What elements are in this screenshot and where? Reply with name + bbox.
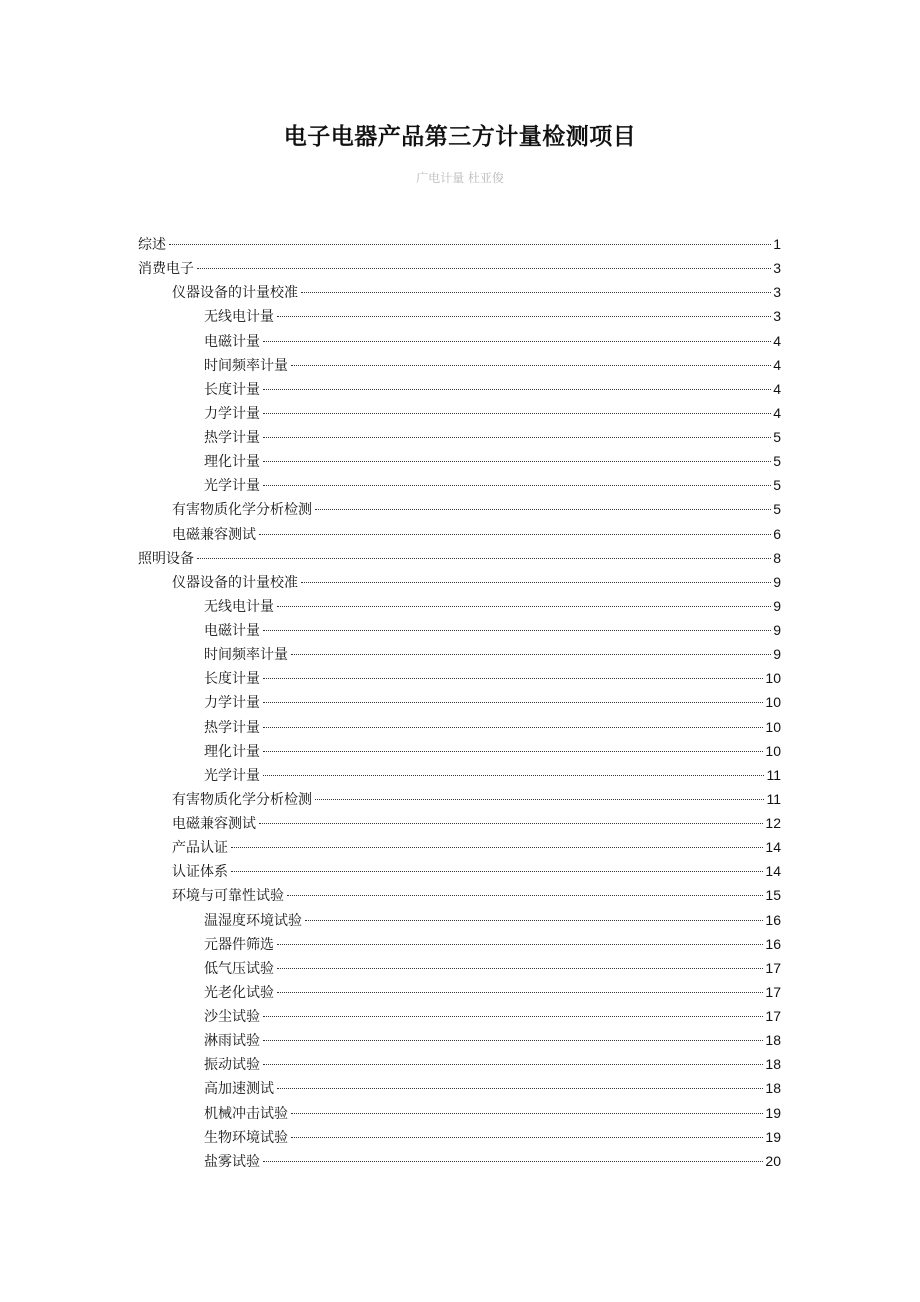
toc-entry-page-number: 16: [765, 935, 781, 952]
toc-entry-label: 时间频率计量: [204, 647, 288, 664]
toc-entry-label: 力学计量: [204, 695, 260, 712]
toc-entry-label: 电磁计量: [204, 623, 260, 639]
toc-entry-page-number: 18: [765, 1080, 781, 1097]
toc-dot-leader: [277, 992, 763, 993]
toc-entry-page-number: 9: [773, 573, 781, 590]
toc-entry-label: 盐雾试验: [204, 1153, 260, 1170]
document-author: 广电计量 杜亚俊: [416, 171, 504, 185]
toc-entry-page-number: 10: [765, 670, 781, 687]
toc-entry-page-number: 4: [773, 404, 781, 421]
toc-entry-label: 时间频率计量: [204, 357, 288, 374]
toc-entry[interactable]: [138, 1101, 781, 1125]
toc-entry-page-number: 17: [765, 1008, 781, 1024]
toc-entry-page-number: 19: [765, 1104, 781, 1121]
toc-entry[interactable]: [138, 908, 781, 932]
toc-entry[interactable]: [138, 835, 781, 859]
toc-entry-page-number: 6: [773, 525, 781, 542]
toc-entry-label: 无线电计量: [204, 309, 274, 326]
toc-entry-label: 振动试验: [204, 1057, 260, 1074]
toc-entry[interactable]: [138, 956, 781, 980]
toc-entry-page-number: 10: [765, 742, 781, 759]
toc-entry-page-number: 15: [765, 887, 781, 904]
toc-entry-page-number: 12: [765, 815, 781, 831]
toc-dot-leader: [263, 437, 771, 438]
toc-entry[interactable]: [138, 353, 781, 377]
toc-dot-leader: [315, 799, 764, 800]
toc-entry-page-number: 18: [765, 1032, 781, 1049]
toc-entry[interactable]: [138, 497, 781, 521]
toc-entry[interactable]: [138, 232, 781, 256]
toc-entry-page-number: 10: [765, 694, 781, 711]
toc-entry-label: 机械冲击试验: [204, 1105, 288, 1122]
toc-dot-leader: [263, 1064, 763, 1065]
toc-dot-leader: [287, 895, 763, 896]
toc-entry-label: 淋雨试验: [204, 1033, 260, 1050]
toc-entry[interactable]: [138, 522, 781, 546]
toc-entry-label: 综述: [138, 237, 166, 253]
toc-dot-leader: [315, 509, 771, 510]
toc-entry-page-number: 9: [773, 597, 781, 614]
toc-entry[interactable]: [138, 1076, 781, 1100]
toc-dot-leader: [291, 365, 771, 366]
toc-entry[interactable]: [138, 280, 781, 304]
toc-dot-leader: [263, 341, 771, 342]
toc-entry[interactable]: [138, 1125, 781, 1149]
toc-entry-page-number: 4: [773, 356, 781, 373]
toc-entry-page-number: 9: [773, 646, 781, 663]
toc-dot-leader: [263, 1161, 763, 1162]
table-of-contents: [138, 232, 781, 1173]
toc-entry[interactable]: [138, 618, 781, 642]
toc-entry-label: 沙尘试验: [204, 1009, 260, 1025]
toc-dot-leader: [277, 1088, 763, 1089]
toc-entry-page-number: 5: [773, 453, 781, 470]
toc-entry-label: 电磁兼容测试: [172, 526, 256, 543]
toc-entry-page-number: 3: [773, 260, 781, 277]
toc-dot-leader: [301, 292, 771, 293]
toc-entry[interactable]: [138, 594, 781, 618]
toc-entry-page-number: 4: [773, 380, 781, 397]
toc-entry-page-number: 3: [773, 284, 781, 301]
toc-dot-leader: [301, 582, 771, 583]
toc-dot-leader: [231, 871, 763, 872]
toc-entry-page-number: 16: [765, 911, 781, 928]
toc-entry-label: 照明设备: [138, 550, 194, 567]
toc-dot-leader: [263, 702, 763, 703]
toc-entry-page-number: 5: [773, 429, 781, 445]
toc-entry-label: 低气压试验: [204, 960, 274, 977]
toc-entry[interactable]: [138, 1028, 781, 1052]
toc-entry-page-number: 19: [765, 1128, 781, 1145]
toc-entry-page-number: 1: [773, 236, 781, 252]
toc-entry[interactable]: [138, 1149, 781, 1173]
toc-entry[interactable]: [138, 739, 781, 763]
toc-dot-leader: [291, 1113, 763, 1114]
toc-entry-label: 无线电计量: [204, 598, 274, 615]
toc-entry[interactable]: [138, 642, 781, 666]
toc-dot-leader: [263, 485, 771, 486]
toc-entry[interactable]: [138, 883, 781, 907]
toc-entry-label: 理化计量: [204, 743, 260, 760]
toc-entry[interactable]: [138, 980, 781, 1004]
toc-entry-label: 生物环境试验: [204, 1129, 288, 1146]
toc-entry-label: 光学计量: [204, 767, 260, 784]
toc-entry-page-number: 11: [766, 790, 781, 807]
toc-entry-label: 电磁计量: [204, 333, 260, 350]
toc-entry[interactable]: [138, 1052, 781, 1076]
toc-entry-page-number: 5: [773, 501, 781, 518]
toc-entry[interactable]: [138, 256, 781, 280]
toc-entry[interactable]: [138, 932, 781, 956]
toc-entry-label: 高加速测试: [204, 1081, 274, 1098]
toc-entry[interactable]: [138, 546, 781, 570]
toc-dot-leader: [197, 268, 771, 269]
toc-dot-leader: [263, 389, 771, 390]
toc-dot-leader: [263, 678, 763, 679]
toc-dot-leader: [197, 558, 771, 559]
toc-dot-leader: [231, 847, 763, 848]
toc-entry-label: 光学计量: [204, 478, 260, 495]
toc-entry-page-number: 10: [765, 718, 781, 735]
toc-entry-label: 消费电子: [138, 261, 194, 278]
toc-entry[interactable]: [138, 859, 781, 883]
toc-dot-leader: [277, 316, 771, 317]
toc-dot-leader: [263, 727, 763, 728]
toc-entry-label: 仪器设备的计量校准: [172, 574, 298, 591]
toc-dot-leader: [263, 630, 771, 631]
toc-entry[interactable]: [138, 449, 781, 473]
toc-dot-leader: [277, 944, 763, 945]
toc-entry-label: 环境与可靠性试验: [172, 888, 284, 905]
toc-entry-label: 元器件筛选: [204, 936, 274, 953]
toc-entry[interactable]: [138, 666, 781, 690]
toc-dot-leader: [263, 1016, 763, 1017]
toc-entry[interactable]: [138, 425, 781, 449]
toc-entry-label: 有害物质化学分析检测: [172, 791, 312, 808]
toc-entry-page-number: 17: [765, 959, 781, 976]
toc-entry-page-number: 14: [765, 863, 781, 880]
toc-entry-page-number: 3: [773, 308, 781, 325]
toc-entry[interactable]: [138, 473, 781, 497]
toc-entry-label: 有害物质化学分析检测: [172, 502, 312, 519]
toc-entry[interactable]: [138, 401, 781, 425]
toc-entry-label: 电磁兼容测试: [172, 816, 256, 832]
toc-entry-label: 长度计量: [204, 381, 260, 398]
toc-entry[interactable]: [138, 763, 781, 787]
toc-dot-leader: [263, 751, 763, 752]
toc-dot-leader: [277, 968, 763, 969]
toc-entry-page-number: 20: [765, 1152, 781, 1169]
toc-entry-page-number: 18: [765, 1056, 781, 1073]
toc-entry-label: 理化计量: [204, 454, 260, 471]
toc-entry-page-number: 4: [773, 332, 781, 349]
toc-dot-leader: [291, 1137, 763, 1138]
toc-dot-leader: [263, 461, 771, 462]
document-title: 电子电器产品第三方计量检测项目: [283, 124, 637, 150]
toc-entry[interactable]: [138, 715, 781, 739]
toc-entry[interactable]: [138, 377, 781, 401]
toc-entry-page-number: 11: [766, 766, 781, 783]
toc-entry[interactable]: [138, 304, 781, 328]
toc-entry-label: 力学计量: [204, 405, 260, 422]
toc-entry-label: 热学计量: [204, 430, 260, 446]
toc-dot-leader: [263, 1040, 763, 1041]
toc-entry-label: 长度计量: [204, 671, 260, 688]
toc-dot-leader: [259, 823, 763, 824]
toc-entry[interactable]: [138, 1004, 781, 1028]
toc-dot-leader: [277, 606, 771, 607]
toc-entry[interactable]: [138, 787, 781, 811]
toc-entry[interactable]: [138, 811, 781, 835]
toc-entry-label: 仪器设备的计量校准: [172, 285, 298, 302]
toc-entry-label: 温湿度环境试验: [204, 912, 302, 929]
toc-entry[interactable]: [138, 570, 781, 594]
toc-dot-leader: [169, 244, 771, 245]
toc-entry-label: 产品认证: [172, 840, 228, 857]
toc-entry-page-number: 8: [773, 549, 781, 566]
toc-entry-page-number: 5: [773, 477, 781, 494]
toc-dot-leader: [305, 920, 763, 921]
toc-entry-page-number: 14: [765, 839, 781, 856]
toc-dot-leader: [259, 534, 771, 535]
toc-entry-page-number: 9: [773, 622, 781, 638]
toc-entry-label: 光老化试验: [204, 984, 274, 1001]
toc-entry-label: 认证体系: [172, 864, 228, 881]
toc-entry[interactable]: [138, 329, 781, 353]
toc-dot-leader: [263, 413, 771, 414]
toc-dot-leader: [291, 654, 771, 655]
toc-entry[interactable]: [138, 690, 781, 714]
toc-entry-page-number: 17: [765, 983, 781, 1000]
toc-dot-leader: [263, 775, 764, 776]
toc-entry-label: 热学计量: [204, 719, 260, 736]
